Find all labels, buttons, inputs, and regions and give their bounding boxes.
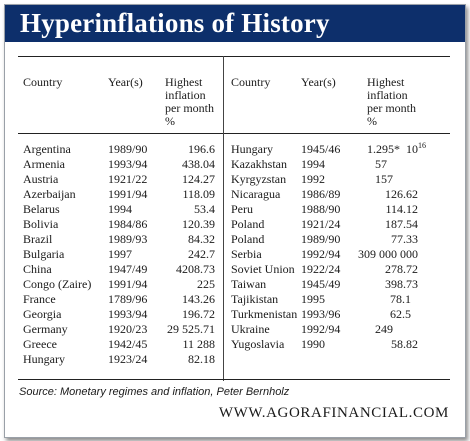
- years-cell: 1921/22: [108, 172, 148, 186]
- table-bottom-rule: [18, 379, 450, 380]
- years-cell: 1992: [301, 172, 325, 186]
- country-cell: France: [23, 292, 56, 306]
- country-cell: Poland: [231, 232, 265, 246]
- inflation-cell: 398.73: [385, 277, 418, 291]
- years-cell: 1991/94: [108, 187, 148, 201]
- inflation-cell: 62.5: [390, 307, 411, 321]
- country-cell: Bulgaria: [23, 247, 65, 261]
- inflation-cell: 84.32: [188, 232, 215, 246]
- country-cell: Nicaragua: [231, 187, 281, 201]
- page-title: Hyperinflations of History: [20, 8, 330, 38]
- country-cell: China: [23, 262, 52, 276]
- years-cell: 1993/94: [108, 307, 148, 321]
- header-years-right: Year(s): [301, 75, 336, 89]
- website-credit: WWW.AGORAFINANCIAL.COM: [218, 405, 449, 421]
- header-inflation-left: Highest inflation per month %: [165, 75, 214, 128]
- years-cell: 1994: [301, 157, 325, 171]
- inflation-cell: 58.82: [391, 337, 418, 351]
- country-cell: Bolivia: [23, 217, 59, 231]
- country-cell: Congo (Zaire): [23, 277, 92, 291]
- hyperinflation-table: [5, 42, 465, 389]
- years-cell: 1947/49: [108, 262, 148, 276]
- inflation-cell: 242.7: [188, 247, 215, 261]
- years-cell: 1991/94: [108, 277, 148, 291]
- years-cell: 1922/24: [301, 262, 341, 276]
- country-cell: Kyrgyzstan: [231, 172, 287, 186]
- country-cell: Germany: [23, 322, 68, 336]
- inflation-cell: 82.18: [188, 352, 215, 366]
- inflation-cell: 4208.73: [176, 262, 215, 276]
- column-divider: [223, 56, 224, 381]
- years-cell: 1945/49: [301, 277, 341, 291]
- exponent-base: 10: [406, 142, 418, 156]
- country-cell: Peru: [231, 202, 253, 216]
- header-country-left: Country: [23, 75, 63, 89]
- years-cell: 1945/46: [301, 142, 341, 156]
- inflation-cell: 196.6: [188, 142, 215, 156]
- country-cell: Argentina: [23, 142, 71, 156]
- years-cell: 1993/96: [301, 307, 341, 321]
- inflation-cell: 187.54: [385, 217, 418, 231]
- country-cell: Greece: [23, 337, 57, 351]
- country-cell: Brazil: [23, 232, 53, 246]
- country-cell: Taiwan: [231, 277, 267, 291]
- inflation-cell: 225: [197, 277, 215, 291]
- years-cell: 1984/86: [108, 217, 148, 231]
- years-cell: 1989/93: [108, 232, 148, 246]
- years-cell: 1992/94: [301, 322, 341, 336]
- years-cell: 1993/94: [108, 157, 148, 171]
- inflation-cell: 143.26: [182, 292, 215, 306]
- years-cell: 1789/96: [108, 292, 148, 306]
- country-cell: Azerbaijan: [23, 187, 76, 201]
- years-cell: 1989/90: [108, 142, 148, 156]
- source-note: Source: Monetary regimes and inflation, Peter Bernholz: [19, 386, 290, 398]
- years-cell: 1997: [108, 247, 132, 261]
- exponent: 16: [418, 141, 426, 150]
- inflation-cell: 11 288: [182, 337, 215, 351]
- inflation-cell: 126.62: [385, 187, 418, 201]
- years-cell: 1994: [108, 202, 132, 216]
- table-top-rule: [18, 56, 450, 57]
- infographic-frame: [4, 4, 466, 438]
- years-cell: 1995: [301, 292, 325, 306]
- inflation-cell: 196.72: [182, 307, 215, 321]
- country-cell: Armenia: [23, 157, 65, 171]
- years-cell: 1986/89: [301, 187, 341, 201]
- inflation-cell: 57: [375, 157, 387, 171]
- country-cell: Poland: [231, 217, 265, 231]
- country-cell: Georgia: [23, 307, 62, 321]
- years-cell: 1920/23: [108, 322, 148, 336]
- country-cell: Hungary: [231, 142, 273, 156]
- years-cell: 1923/24: [108, 352, 148, 366]
- inflation-cell: 118.09: [182, 187, 215, 201]
- header-years-left: Year(s): [108, 75, 143, 89]
- inflation-cell: 249: [375, 322, 393, 336]
- years-cell: 1992/94: [301, 247, 341, 261]
- inflation-cell: 124.27: [182, 172, 215, 186]
- inflation-cell: 278.72: [385, 262, 418, 276]
- inflation-cell: 114.12: [385, 202, 418, 216]
- years-cell: 1921/24: [301, 217, 341, 231]
- inflation-cell: 438.04: [182, 157, 215, 171]
- inflation-cell: 29 525.71: [167, 322, 215, 336]
- years-cell: 1990: [301, 337, 325, 351]
- country-cell: Kazakhstan: [231, 157, 287, 171]
- country-cell: Turkmenistan: [231, 307, 298, 321]
- inflation-cell: 53.4: [194, 202, 215, 216]
- inflation-cell: 157: [375, 172, 393, 186]
- country-cell: Yugoslavia: [231, 337, 285, 351]
- header-inflation-right: Highest inflation per month %: [367, 75, 416, 128]
- inflation-cell: 120.39: [182, 217, 215, 231]
- country-cell: Tajikistan: [231, 292, 279, 306]
- years-cell: 1989/90: [301, 232, 341, 246]
- table-header-rule: [18, 133, 450, 134]
- title-bar: [5, 5, 465, 42]
- country-cell: Soviet Union: [231, 262, 295, 276]
- inflation-cell: 78.1: [390, 292, 411, 306]
- years-cell: 1988/90: [301, 202, 341, 216]
- inflation-cell: 309 000 000: [358, 247, 418, 261]
- inflation-cell: 77.33: [391, 232, 418, 246]
- country-cell: Belarus: [23, 202, 60, 216]
- country-cell: Austria: [23, 172, 59, 186]
- inflation-cell: 1.295* $10^{16}$: [367, 141, 426, 156]
- country-cell: Hungary: [23, 352, 65, 366]
- years-cell: 1942/45: [108, 337, 148, 351]
- header-country-right: Country: [231, 75, 271, 89]
- country-cell: Serbia: [231, 247, 262, 261]
- country-cell: Ukraine: [231, 322, 270, 336]
